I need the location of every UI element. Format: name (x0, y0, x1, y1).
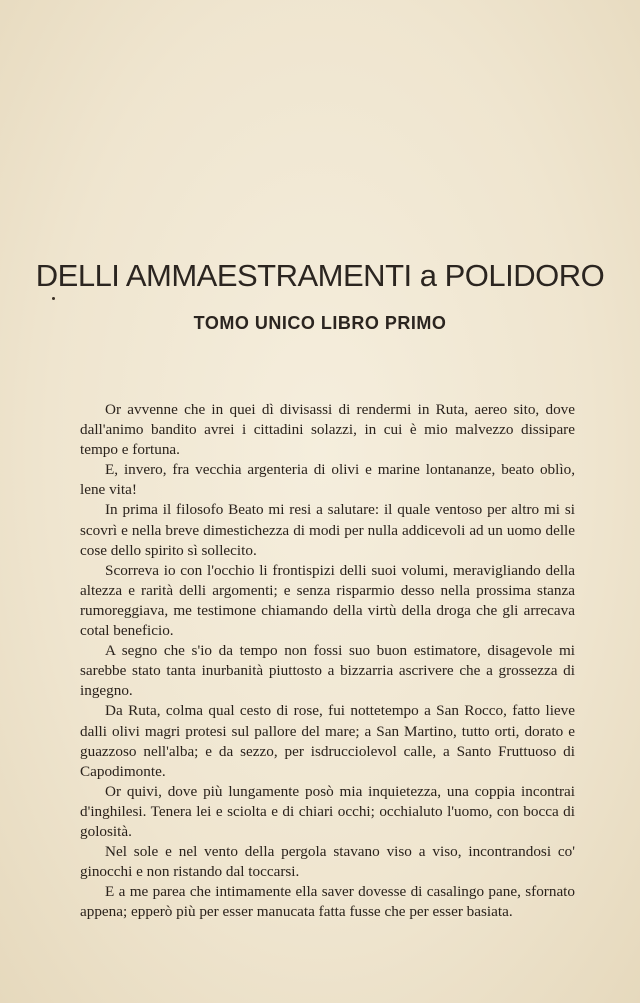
paragraph: A segno che s'io da tempo non fossi suo buon estimatore, disagevole mi sarebbe stato tanta inurbanità piuttosto a bizzarria ascrivere che a grossezza di ingegno. (80, 642, 575, 700)
ink-speck (52, 297, 55, 300)
paragraph: Or avvenne che in quei dì divisassi di rendermi in Ruta, aereo sito, dove dall'animo bandito avrei i cittadini solazzi, in cui è mio malvezzo dissipare tempo e fortuna. (80, 401, 575, 459)
body-text (80, 400, 575, 922)
paragraph: In prima il filosofo Beato mi resi a salutare: il quale ventoso per altro mi si scovrì e nella breve dimestichezza di modi per nulla addicevoli ad un uomo delle cose dello spirito sì sollecito. (80, 501, 575, 559)
paragraph: Nel sole e nel vento della pergola stavano viso a viso, incontrandosi co' ginocchi e non ristando dal toccarsi. (80, 843, 575, 881)
paragraph: E a me parea che intimamente ella saver dovesse di casalingo pane, sfornato appena; epperò più per esser manucata fatta fusse che per esser basiata. (80, 883, 575, 921)
paragraph: Scorreva io con l'occhio li frontispizi delli suoi volumi, meravigliando della altezza e rarità delli argomenti; e senza risparmio desso nella prossima stanza rumoreggiava, me testimone chiamando della virtù della droga che gli arrecava cotal beneficio. (80, 561, 575, 640)
paragraph: E, invero, fra vecchia argenteria di olivi e marine lontananze, beato oblìo, lene vita! (80, 461, 575, 499)
chapter-title: DELLI AMMAESTRAMENTI a POLIDORO (35, 258, 605, 293)
chapter-subtitle: TOMO UNICO LIBRO PRIMO (193, 313, 447, 333)
paragraph: Da Ruta, colma qual cesto di rose, fui nottetempo a San Rocco, fatto lieve dalli olivi magri protesi sul pallore del mare; a San Martino, tutto orti, dorato e guazzoso nell'alba; e da sezzo, per isdrucciolevol calle, a Santo Fruttuoso di Capodimonte. (80, 702, 575, 780)
paragraph: Or quivi, dove più lungamente posò mia inquietezza, una coppia incontrai d'inghilesi. Tenera lei e sciolta e di chiari occhi; occhialuto l'uomo, con bocca di golosità. (80, 782, 575, 840)
